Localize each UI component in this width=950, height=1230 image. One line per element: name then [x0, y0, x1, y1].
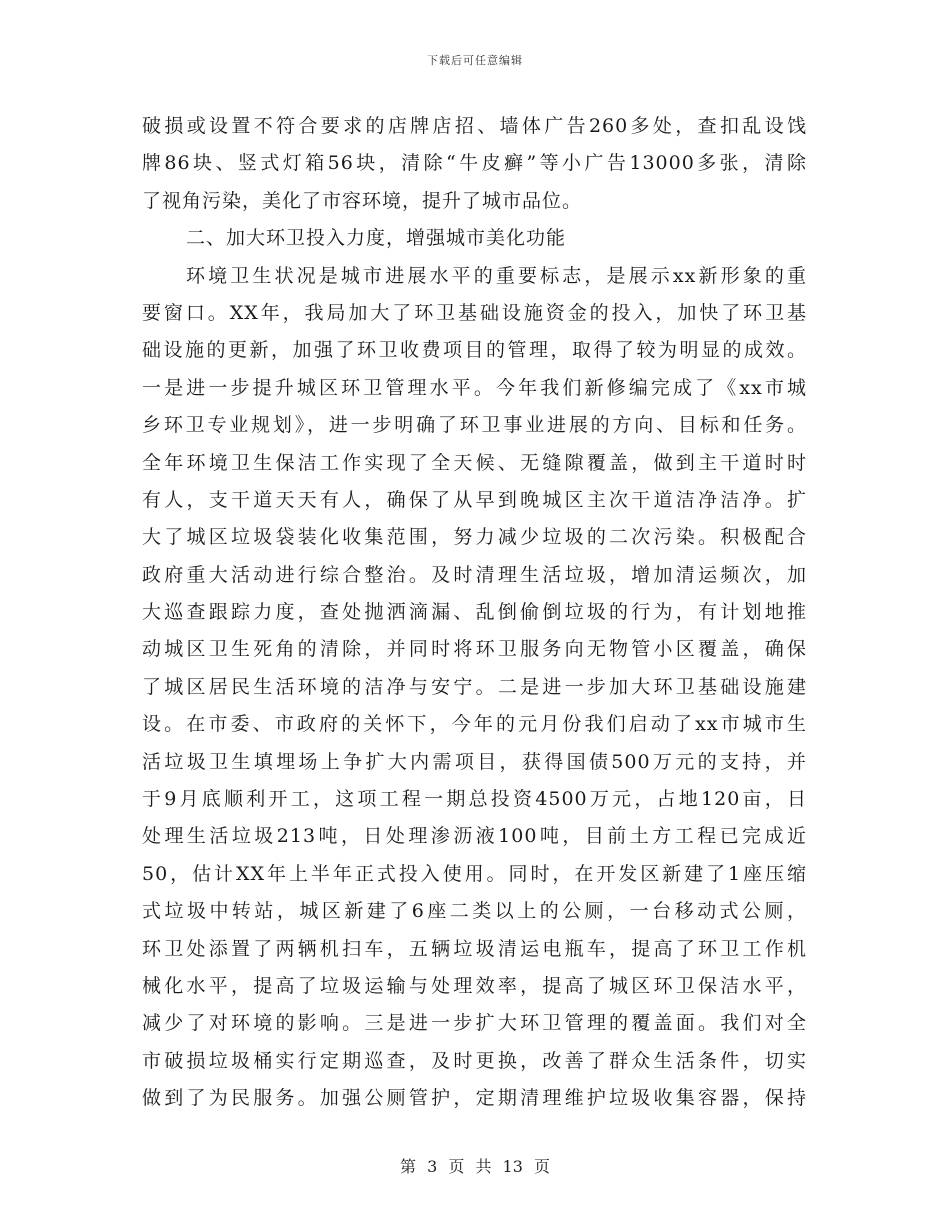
- text-line: 破损或设置不符合要求的店牌店招、墙体广告260多处，查扣乱设饯: [142, 115, 807, 137]
- text-line: 牌86块、竖式灯箱56块，清除“牛皮癣”等小广告13000多张，清除: [142, 152, 807, 175]
- text-line: 处理生活垃圾213吨，日处理渗沥液100吨，目前土方工程已完成近: [142, 825, 807, 848]
- text-line: 械化水平，提高了垃圾运输与处理效率，提高了城区环卫保洁水平，: [142, 974, 807, 997]
- text-line: 大巡查跟踪力度，查处抛洒滴漏、乱倒偷倒垃圾的行为，有计划地推: [142, 601, 807, 624]
- text-line: 做到了为民服务。加强公厕管护，定期清理维护垃圾收集容器，保持: [142, 1087, 807, 1110]
- text-line: 50，估计XX年上半年正式投入使用。同时，在开发区新建了1座压缩: [142, 862, 807, 885]
- text-line: 减少了对环境的影响。三是进一步扩大环卫管理的覆盖面。我们对全: [142, 1012, 807, 1035]
- text-line: 式垃圾中转站，城区新建了6座二类以上的公厕，一台移动式公厕，: [142, 900, 807, 923]
- text-line: 全年环境卫生保洁工作实现了全天候、无缝隙覆盖，做到主干道时时: [142, 451, 807, 474]
- text-line: 设。在市委、市政府的关怀下，今年的元月份我们启动了xx市城市生: [142, 713, 807, 736]
- text-line: 市破损垃圾桶实行定期巡查，及时更换，改善了群众生活条件，切实: [142, 1049, 807, 1072]
- text-line: 大了城区垃圾袋装化收集范围，努力减少垃圾的二次污染。积极配合: [142, 526, 807, 549]
- text-line: 一是进一步提升城区环卫管理水平。今年我们新修编完成了《xx市城: [142, 376, 807, 399]
- text-line: 政府重大活动进行综合整治。及时清理生活垃圾，增加清运频次，加: [142, 563, 807, 586]
- text-line: 了城区居民生活环境的洁净与安宁。二是进一步加大环卫基础设施建: [142, 675, 807, 698]
- text-line: 于9月底顺利开工，这项工程一期总投资4500万元，占地120亩，日: [142, 788, 807, 811]
- text-line: 础设施的更新，加强了环卫收费项目的管理，取得了较为明显的成效。: [142, 339, 807, 362]
- text-line: 环境卫生状况是城市进展水平的重要标志，是展示xx新形象的重: [186, 264, 807, 287]
- text-line: 要窗口。XX年，我局加大了环卫基础设施资金的投入，加快了环卫基: [142, 301, 807, 324]
- page-header: 下载后可任意编辑: [427, 54, 523, 67]
- section-heading: 二、加大环卫投入力度，增强城市美化功能: [186, 227, 567, 250]
- text-line: 活垃圾卫生填埋场上争扩大内需项目，获得国债500万元的支持，并: [142, 750, 807, 773]
- text-line: 了视角污染，美化了市容环境，提升了城市品位。: [142, 189, 583, 212]
- page-number: 第 3 页 共 13 页: [400, 1157, 550, 1176]
- document-body: [142, 108, 807, 1118]
- text-line: 有人，支干道天天有人，确保了从早到晚城区主次干道洁净洁净。扩: [142, 488, 807, 511]
- text-line: 环卫处添置了两辆机扫车，五辆垃圾清运电瓶车，提高了环卫工作机: [142, 937, 807, 960]
- text-line: 乡环卫专业规划》，进一步明确了环卫事业进展的方向、目标和任务。: [142, 414, 807, 437]
- text-line: 动城区卫生死角的清除，并同时将环卫服务向无物管小区覆盖，确保: [142, 638, 807, 661]
